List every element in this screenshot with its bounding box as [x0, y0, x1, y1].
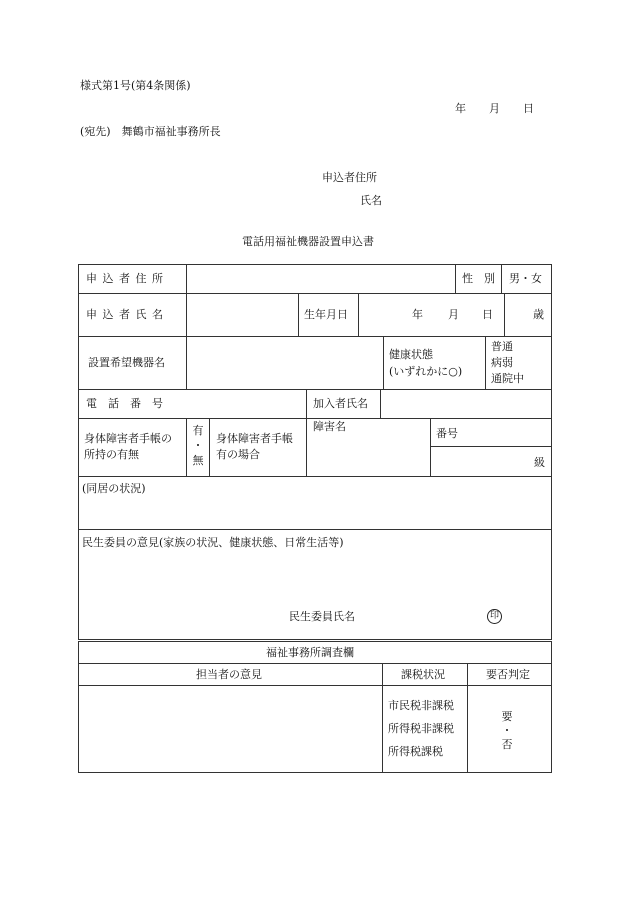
tax-option-income-taxed: 所得税課税 [388, 745, 443, 758]
disability-label: 障害名 [313, 420, 346, 433]
handbook-yes-no: 有 ・ 無 [192, 424, 204, 467]
tax-status-label: 課税状況 [401, 668, 445, 681]
health-label-note: (いずれかに○) [389, 365, 463, 378]
tax-option-resident-exempt: 市民税非課税 [388, 699, 454, 712]
grade-unit: 級 [534, 456, 545, 469]
birth-month: 月 [448, 308, 459, 321]
commissioner-opinion-label: 民生委員の意見(家族の状況、健康状態、日常生活等) [82, 536, 344, 549]
birth-day: 日 [482, 308, 493, 321]
device-label: 設置希望機器名 [88, 356, 165, 369]
health-option-outpatient: 通院中 [491, 372, 524, 385]
date-day: 日 [523, 102, 534, 115]
decision-value: 要 ・ 否 [501, 710, 513, 751]
tax-option-income-exempt: 所得税非課税 [388, 722, 454, 735]
household-label: (同居の状況) [82, 482, 146, 495]
applicant-name-label: 氏名 [360, 194, 382, 207]
form-title: 電話用福祉機器設置申込書 [242, 235, 374, 248]
number-label: 番号 [436, 427, 458, 440]
birth-label: 生年月日 [304, 308, 348, 321]
form-number: 様式第1号(第4条関係) [80, 79, 191, 92]
health-option-weak: 病弱 [491, 356, 513, 369]
handbook-if-label: 身体障害者手帳 有の場合 [216, 432, 293, 461]
office-section-title: 福祉事務所調査欄 [266, 646, 354, 659]
decision-label: 要否判定 [486, 668, 530, 681]
commissioner-name-label: 民生委員氏名 [289, 610, 355, 623]
addressee: (宛先) 舞鶴市福祉事務所長 [80, 125, 221, 138]
birth-year: 年 [412, 308, 423, 321]
phone-label: 電 話 番 号 [86, 397, 163, 410]
applicant-address-label: 申込者住所 [322, 171, 377, 184]
age-unit: 歳 [533, 308, 544, 321]
handbook-label: 身体障害者手帳の 所持の有無 [84, 432, 172, 461]
office-section [78, 641, 552, 773]
date-month: 月 [489, 102, 500, 115]
staff-opinion-label: 担当者の意見 [196, 668, 262, 681]
name-label: 申 込 者 氏 名 [86, 308, 164, 321]
health-option-normal: 普通 [491, 340, 513, 353]
gender-value: 男・女 [509, 272, 542, 285]
gender-label: 性 別 [462, 272, 495, 285]
address-label: 申 込 者 住 所 [86, 272, 164, 285]
health-label: 健康状態 [389, 348, 433, 361]
seal-mark: 印 [487, 609, 502, 624]
subscriber-label: 加入者氏名 [313, 397, 368, 410]
date-year: 年 [455, 102, 466, 115]
